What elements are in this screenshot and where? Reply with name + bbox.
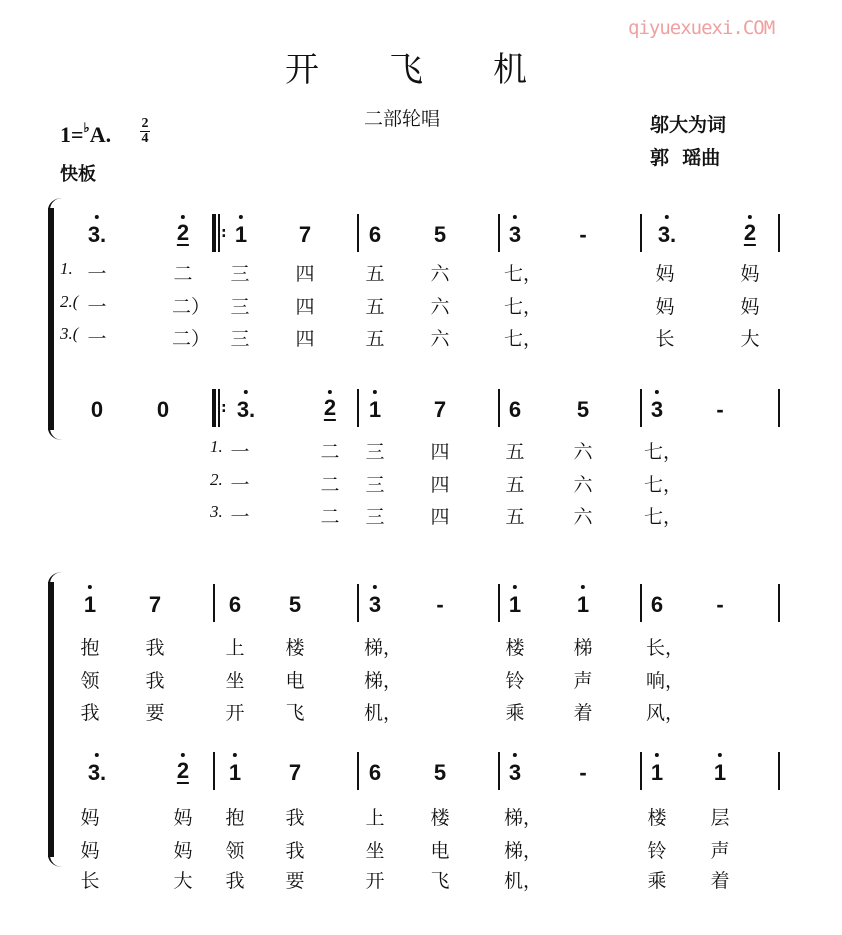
lyric-syllable: 七， [503,328,543,350]
high-octave-dot [718,753,722,757]
note-1: 1 [84,592,96,618]
lyric-syllable: 乘 [647,870,667,892]
lyricist-credit: 邬大为词 [650,114,727,136]
lyric-syllable: 上 [225,637,245,659]
high-octave-dot [513,215,517,219]
high-octave-dot [95,215,99,219]
dash-extension: - [579,760,587,785]
lyric-syllable: 五 [365,328,385,350]
lyric-syllable: 大 [740,328,760,350]
verse-label: 1. [60,259,73,278]
key-signature [60,122,111,148]
note-1: 1 [577,592,589,618]
note-2: 2 [744,222,756,246]
barline [498,584,500,622]
title-char: 机 [493,50,527,90]
note-3: 3. [237,397,255,423]
lyric-syllable: 长， [645,637,685,659]
note-1: 1 [369,397,381,423]
high-octave-dot [655,390,659,394]
barline [498,214,500,252]
lyric-syllable: 三 [365,441,385,463]
lyric-syllable: 声 [710,840,730,862]
lyric-syllable: 二） [171,328,211,350]
lyric-syllable: 楼 [647,807,667,829]
lyric-syllable: 着 [573,702,593,724]
verse-label: 3. [210,502,223,521]
lyric-syllable: 三 [230,296,250,318]
key-note: A. [89,122,112,147]
lyric-syllable: 四 [430,474,450,496]
high-octave-dot [181,753,185,757]
verse-label: 2. [210,470,223,489]
lyric-syllable: 长 [80,870,100,892]
barline [357,389,359,427]
lyric-syllable: 飞 [430,870,450,892]
lyric-syllable: 一 [87,328,107,350]
note-7: 7 [288,760,302,785]
lyric-syllable: 一 [87,263,107,285]
note-6: 6 [508,397,522,422]
lyric-syllable: 四 [430,441,450,463]
lyric-syllable: 领 [80,670,100,692]
lyric-syllable: 七， [643,441,683,463]
system-brace [48,208,54,430]
lyric-syllable: 二 [320,474,340,496]
high-octave-dot [581,585,585,589]
time-bottom: 4 [141,131,149,146]
lyric-syllable: 铃 [647,840,667,862]
note-6: 6 [228,592,242,617]
high-octave-dot [513,585,517,589]
lyric-syllable: 着 [710,870,730,892]
time-top: 2 [141,116,149,131]
high-octave-dot [233,753,237,757]
lyric-syllable: 坐 [365,840,385,862]
lyric-syllable: 我 [145,637,165,659]
note-1: 1 [509,592,521,618]
lyric-syllable: 声 [573,670,593,692]
lyric-syllable: 四 [295,296,315,318]
repeat-barline [212,389,216,427]
verse-label: 1. [210,437,223,456]
note-6: 6 [368,760,382,785]
note-5: 5 [576,397,590,422]
lyric-syllable: 我 [225,870,245,892]
barline [640,584,642,622]
subtitle: 二部轮唱 [364,108,441,130]
high-octave-dot [655,753,659,757]
lyric-syllable: 响， [645,670,685,692]
barline [213,584,215,622]
lyric-syllable: 七， [503,263,543,285]
high-octave-dot [88,585,92,589]
barline [498,752,500,790]
lyric-syllable: 六 [573,441,593,463]
lyric-syllable: 五 [365,263,385,285]
lyric-syllable: 铃 [505,670,525,692]
lyric-syllable: 要 [145,702,165,724]
lyric-syllable: 风， [645,702,685,724]
lyric-syllable: 楼 [430,807,450,829]
barline [498,389,500,427]
note-2: 2 [177,760,189,784]
lyric-syllable: 四 [295,328,315,350]
lyric-syllable: 二） [171,296,211,318]
lyric-syllable: 开 [225,702,245,724]
tempo-marking: 快板 [60,164,96,185]
lyric-syllable: 长 [655,328,675,350]
note-1: 1 [235,222,247,248]
high-octave-dot [373,585,377,589]
lyric-syllable: 楼 [285,637,305,659]
lyric-syllable: 六 [430,296,450,318]
note-3: 3. [88,760,106,786]
dash-extension: - [579,222,587,247]
lyric-syllable: 抱 [80,637,100,659]
system-brace [48,582,54,857]
lyric-syllable: 妈 [740,296,760,318]
lyric-syllable: 电 [430,840,450,862]
note-5: 5 [288,592,302,617]
lyric-syllable: 一 [230,441,250,463]
lyric-syllable: 楼 [505,637,525,659]
lyric-syllable: 坐 [225,670,245,692]
high-octave-dot [244,390,248,394]
lyric-syllable: 二 [320,506,340,528]
lyric-syllable: 六 [430,263,450,285]
flat-sign: ♭ [83,120,90,135]
note-2: 2 [177,222,189,246]
lyric-syllable: 七， [643,474,683,496]
lyric-syllable: 妈 [80,807,100,829]
note-7: 7 [298,222,312,247]
lyric-syllable: 飞 [285,702,305,724]
lyric-syllable: 五 [505,474,525,496]
barline [640,752,642,790]
lyric-syllable: 梯 [573,637,593,659]
barline [357,752,359,790]
note-6: 6 [368,222,382,247]
note-1: 1 [651,760,663,786]
lyric-syllable: 五 [505,506,525,528]
lyric-syllable: 我 [285,840,305,862]
key-prefix: 1= [60,122,84,147]
lyric-syllable: 我 [285,807,305,829]
lyric-syllable: 要 [285,870,305,892]
lyric-syllable: 三 [230,328,250,350]
high-octave-dot [181,215,185,219]
barline [213,752,215,790]
lyric-syllable: 梯， [503,807,543,829]
lyric-syllable: 一 [87,296,107,318]
title-char: 飞 [389,50,423,90]
lyric-syllable: 开 [365,870,385,892]
lyric-syllable: 层 [710,807,730,829]
lyric-syllable: 我 [80,702,100,724]
note-3: 3. [88,222,106,248]
dash-extension: - [716,397,724,422]
verse-label: 2.( [60,292,79,311]
song-title [285,42,527,91]
composer-credit: 郭 瑶曲 [650,147,721,169]
watermark: qiyuexuexi.COM [628,17,775,39]
high-octave-dot [748,215,752,219]
barline [357,584,359,622]
lyric-syllable: 抱 [225,807,245,829]
lyric-syllable: 机， [363,702,403,724]
note-5: 5 [433,760,447,785]
note-3: 3. [658,222,676,248]
high-octave-dot [328,390,332,394]
title-char: 开 [285,50,319,90]
lyric-syllable: 妈 [173,807,193,829]
lyric-syllable: 二 [320,441,340,463]
lyric-syllable: 电 [285,670,305,692]
high-octave-dot [95,753,99,757]
lyric-syllable: 六 [430,328,450,350]
repeat-dots: : [221,400,227,416]
lyric-syllable: 乘 [505,702,525,724]
lyric-syllable: 妈 [173,840,193,862]
barline [778,214,780,252]
verse-label: 3.( [60,324,79,343]
lyric-syllable: 大 [173,870,193,892]
note-7: 7 [148,592,162,617]
lyric-syllable: 领 [225,840,245,862]
barline [778,389,780,427]
lyric-syllable: 一 [230,506,250,528]
lyric-syllable: 我 [145,670,165,692]
lyric-syllable: 四 [430,506,450,528]
note-3: 3 [651,397,663,423]
note-0: 0 [156,397,170,422]
lyric-syllable: 三 [230,263,250,285]
note-0: 0 [90,397,104,422]
high-octave-dot [239,215,243,219]
note-2: 2 [324,397,336,421]
note-7: 7 [433,397,447,422]
dash-extension: - [716,592,724,617]
barline [778,752,780,790]
note-1: 1 [229,760,241,786]
high-octave-dot [665,215,669,219]
note-3: 3 [369,592,381,618]
lyric-syllable: 四 [295,263,315,285]
note-6: 6 [650,592,664,617]
lyric-syllable: 妈 [655,263,675,285]
lyric-syllable: 二 [173,263,193,285]
note-1: 1 [714,760,726,786]
dash-extension: - [436,592,444,617]
note-3: 3 [509,222,521,248]
lyric-syllable: 梯， [503,840,543,862]
high-octave-dot [373,390,377,394]
lyric-syllable: 妈 [655,296,675,318]
lyric-syllable: 上 [365,807,385,829]
lyric-syllable: 五 [505,441,525,463]
lyric-syllable: 三 [365,474,385,496]
barline [640,214,642,252]
lyric-syllable: 机， [503,870,543,892]
lyric-syllable: 三 [365,506,385,528]
lyric-syllable: 六 [573,474,593,496]
lyric-syllable: 七， [503,296,543,318]
lyric-syllable: 梯， [363,637,403,659]
barline [357,214,359,252]
note-5: 5 [433,222,447,247]
high-octave-dot [513,753,517,757]
lyric-syllable: 一 [230,474,250,496]
lyric-syllable: 六 [573,506,593,528]
repeat-dots: : [221,225,227,241]
barline [778,584,780,622]
lyric-syllable: 梯， [363,670,403,692]
lyric-syllable: 七， [643,506,683,528]
barline [640,389,642,427]
repeat-barline [212,214,216,252]
lyric-syllable: 妈 [80,840,100,862]
time-signature [140,117,150,146]
lyric-syllable: 妈 [740,263,760,285]
lyric-syllable: 五 [365,296,385,318]
note-3: 3 [509,760,521,786]
